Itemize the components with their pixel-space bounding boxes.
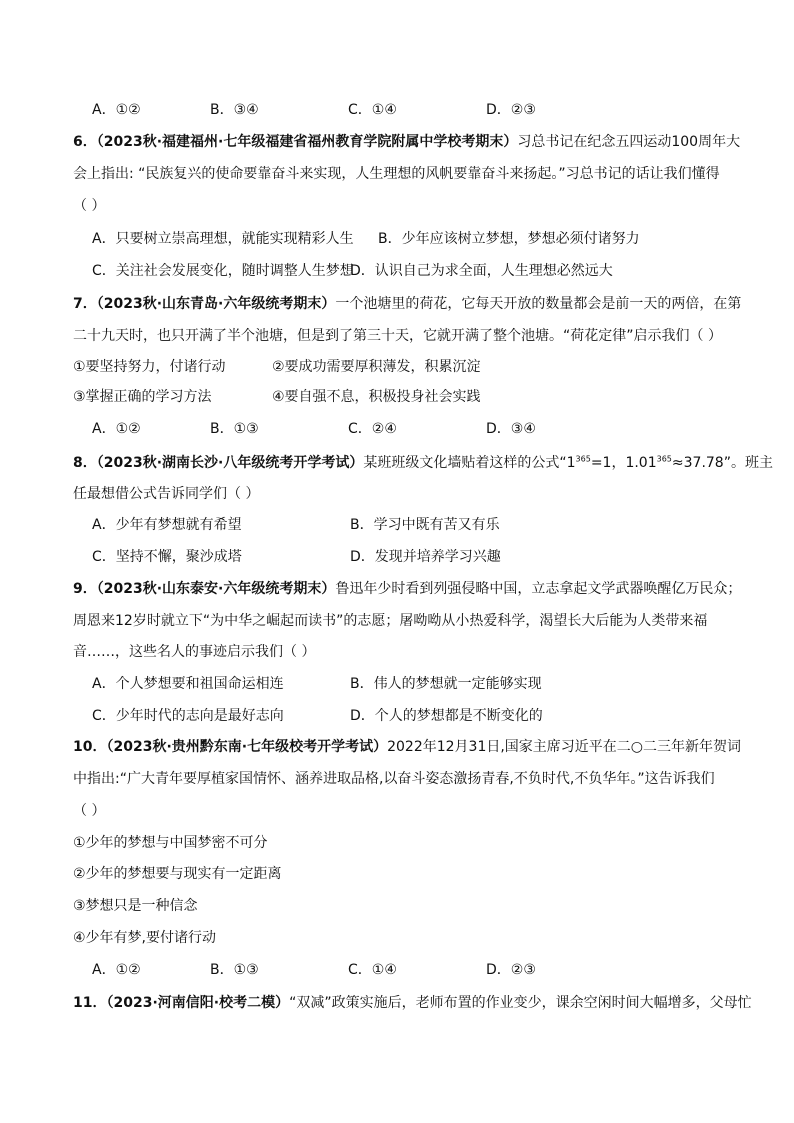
- q10-option-a: A．①②: [92, 962, 141, 978]
- q11-number: 11．: [73, 995, 107, 1011]
- q6-line1: [73, 132, 740, 152]
- q10-option-c: C．①④: [348, 962, 397, 978]
- q7-line2: 二十九天时，也只开满了半个池塘，但是到了第三十天，它就开满了整个池塘。“荷花定律”启示我们（ ）: [73, 328, 722, 344]
- q7-statement-4: ④要自强不息，积极投身社会实践: [272, 389, 481, 405]
- q6-number: 6．: [73, 134, 97, 150]
- q6-stem-1: 习总书记在纪念五四运动100周年大: [517, 134, 741, 150]
- q9-option-d: D．个人的梦想都是不断变化的: [350, 708, 543, 724]
- q6-line3: （ ）: [73, 198, 106, 214]
- q7-option-b: B．①③: [210, 421, 259, 437]
- q6-option-b: B．少年应该树立梦想，梦想必须付诸努力: [378, 231, 640, 247]
- q7-option-d: D．③④: [486, 421, 536, 437]
- q5-option-c: C．①④: [348, 102, 397, 118]
- q9-line3: 音……，这些名人的事迹启示我们（ ）: [73, 644, 316, 660]
- q7-option-c: C．②④: [348, 421, 397, 437]
- q7-number: 7．: [73, 296, 97, 312]
- q9-number: 9．: [73, 581, 97, 597]
- q9-option-c: C．少年时代的志向是最好志向: [92, 708, 284, 724]
- q8-exponent-1: 365: [575, 454, 591, 464]
- q11-line1: [73, 993, 752, 1013]
- q7-statement-2: ②要成功需要厚积薄发，积累沉淀: [272, 359, 481, 375]
- q9-line1: [73, 579, 741, 599]
- q10-stem-1: 2022年12月31日,国家主席习近平在二○二三年新年贺词: [387, 739, 742, 755]
- q7-statement-3: ③掌握正确的学习方法: [73, 389, 212, 405]
- q7-option-a: A．①②: [92, 421, 141, 437]
- q8-stem-b: =1，1.01: [590, 455, 657, 471]
- q10-line2: 中指出:“广大青年要厚植家国情怀、涵养进取品格,以奋斗姿态激扬青春,不负时代,不负华年。”这告诉我们: [73, 771, 715, 787]
- q9-option-b: B．伟人的梦想就一定能够实现: [350, 676, 542, 692]
- q5-option-a: A．①②: [92, 102, 141, 118]
- q10-statement-3: ③梦想只是一种信念: [73, 898, 198, 914]
- q8-option-b: B．学习中既有苦又有乐: [350, 517, 500, 533]
- q9-line2: 周恩来12岁时就立下“为中华之崛起而读书”的志愿；屠呦呦从小热爱科学，渴望长大后能为人类带来福: [73, 613, 708, 629]
- q6-option-d: D．认识自己为求全面，人生理想必然远大: [350, 263, 613, 279]
- q10-statement-2: ②少年的梦想要与现实有一定距离: [73, 866, 282, 882]
- q7-stem-1: 一个池塘里的荷花，它每天开放的数量都会是前一天的两倍，在第: [335, 296, 742, 312]
- q10-statement-1: ①少年的梦想与中国梦密不可分: [73, 835, 268, 851]
- q10-number: 10．: [73, 739, 107, 755]
- q10-statement-4: ④少年有梦,要付诸行动: [73, 930, 217, 946]
- q10-option-b: B．①③: [210, 962, 259, 978]
- q7-line1: [73, 294, 741, 314]
- q10-option-d: D．②③: [486, 962, 536, 978]
- q8-number: 8．: [73, 455, 97, 471]
- q8-line1: [73, 453, 773, 473]
- q9-option-a: A．个人梦想要和祖国命运相连: [92, 676, 284, 692]
- q8-stem-a: 某班班级文化墙贴着这样的公式“1: [363, 455, 576, 471]
- q9-stem-1: 鲁迅年少时看到列强侵略中国，立志拿起文学武器唤醒亿万民众；: [335, 581, 742, 597]
- q5-option-b: B．③④: [210, 102, 259, 118]
- q8-line2: 任最想借公式告诉同学们（ ）: [73, 486, 260, 502]
- q6-option-a: A．只要树立崇高理想，就能实现精彩人生: [92, 231, 354, 247]
- q8-option-a: A．少年有梦想就有希望: [92, 517, 242, 533]
- q11-source: （2023·河南信阳·校考二模）: [106, 995, 290, 1011]
- q6-source: （2023秋·福建福州·七年级福建省福州教育学院附属中学校考期末）: [96, 134, 518, 150]
- q10-source: （2023秋·贵州黔东南·七年级校考开学考试）: [106, 739, 388, 755]
- q8-source: （2023秋·湖南长沙·八年级统考开学考试）: [96, 455, 364, 471]
- q10-line1: [73, 737, 741, 757]
- q7-statement-1: ①要坚持努力，付诸行动: [73, 359, 226, 375]
- q9-source: （2023秋·山东泰安·六年级统考期末）: [96, 581, 336, 597]
- q8-exponent-2: 365: [656, 454, 672, 464]
- q5-option-d: D．②③: [486, 102, 536, 118]
- q8-option-c: C．坚持不懈，聚沙成塔: [92, 549, 242, 565]
- q7-source: （2023秋·山东青岛·六年级统考期末）: [96, 296, 336, 312]
- q10-line3: （ ）: [73, 803, 106, 819]
- q6-line2: 会上指出: “民族复兴的使命要靠奋斗来实现，人生理想的风帆要靠奋斗来扬起。”习总书记的话让我们懂得: [73, 166, 720, 182]
- q11-stem-1: “双减”政策实施后，老师布置的作业变少，课余空闲时间大幅增多，父母忙: [289, 995, 752, 1011]
- q6-option-c: C．关注社会发展变化，随时调整人生梦想: [92, 263, 354, 279]
- q8-option-d: D．发现并培养学习兴趣: [350, 549, 501, 565]
- q8-stem-c: ≈37.78”。班主: [671, 455, 773, 471]
